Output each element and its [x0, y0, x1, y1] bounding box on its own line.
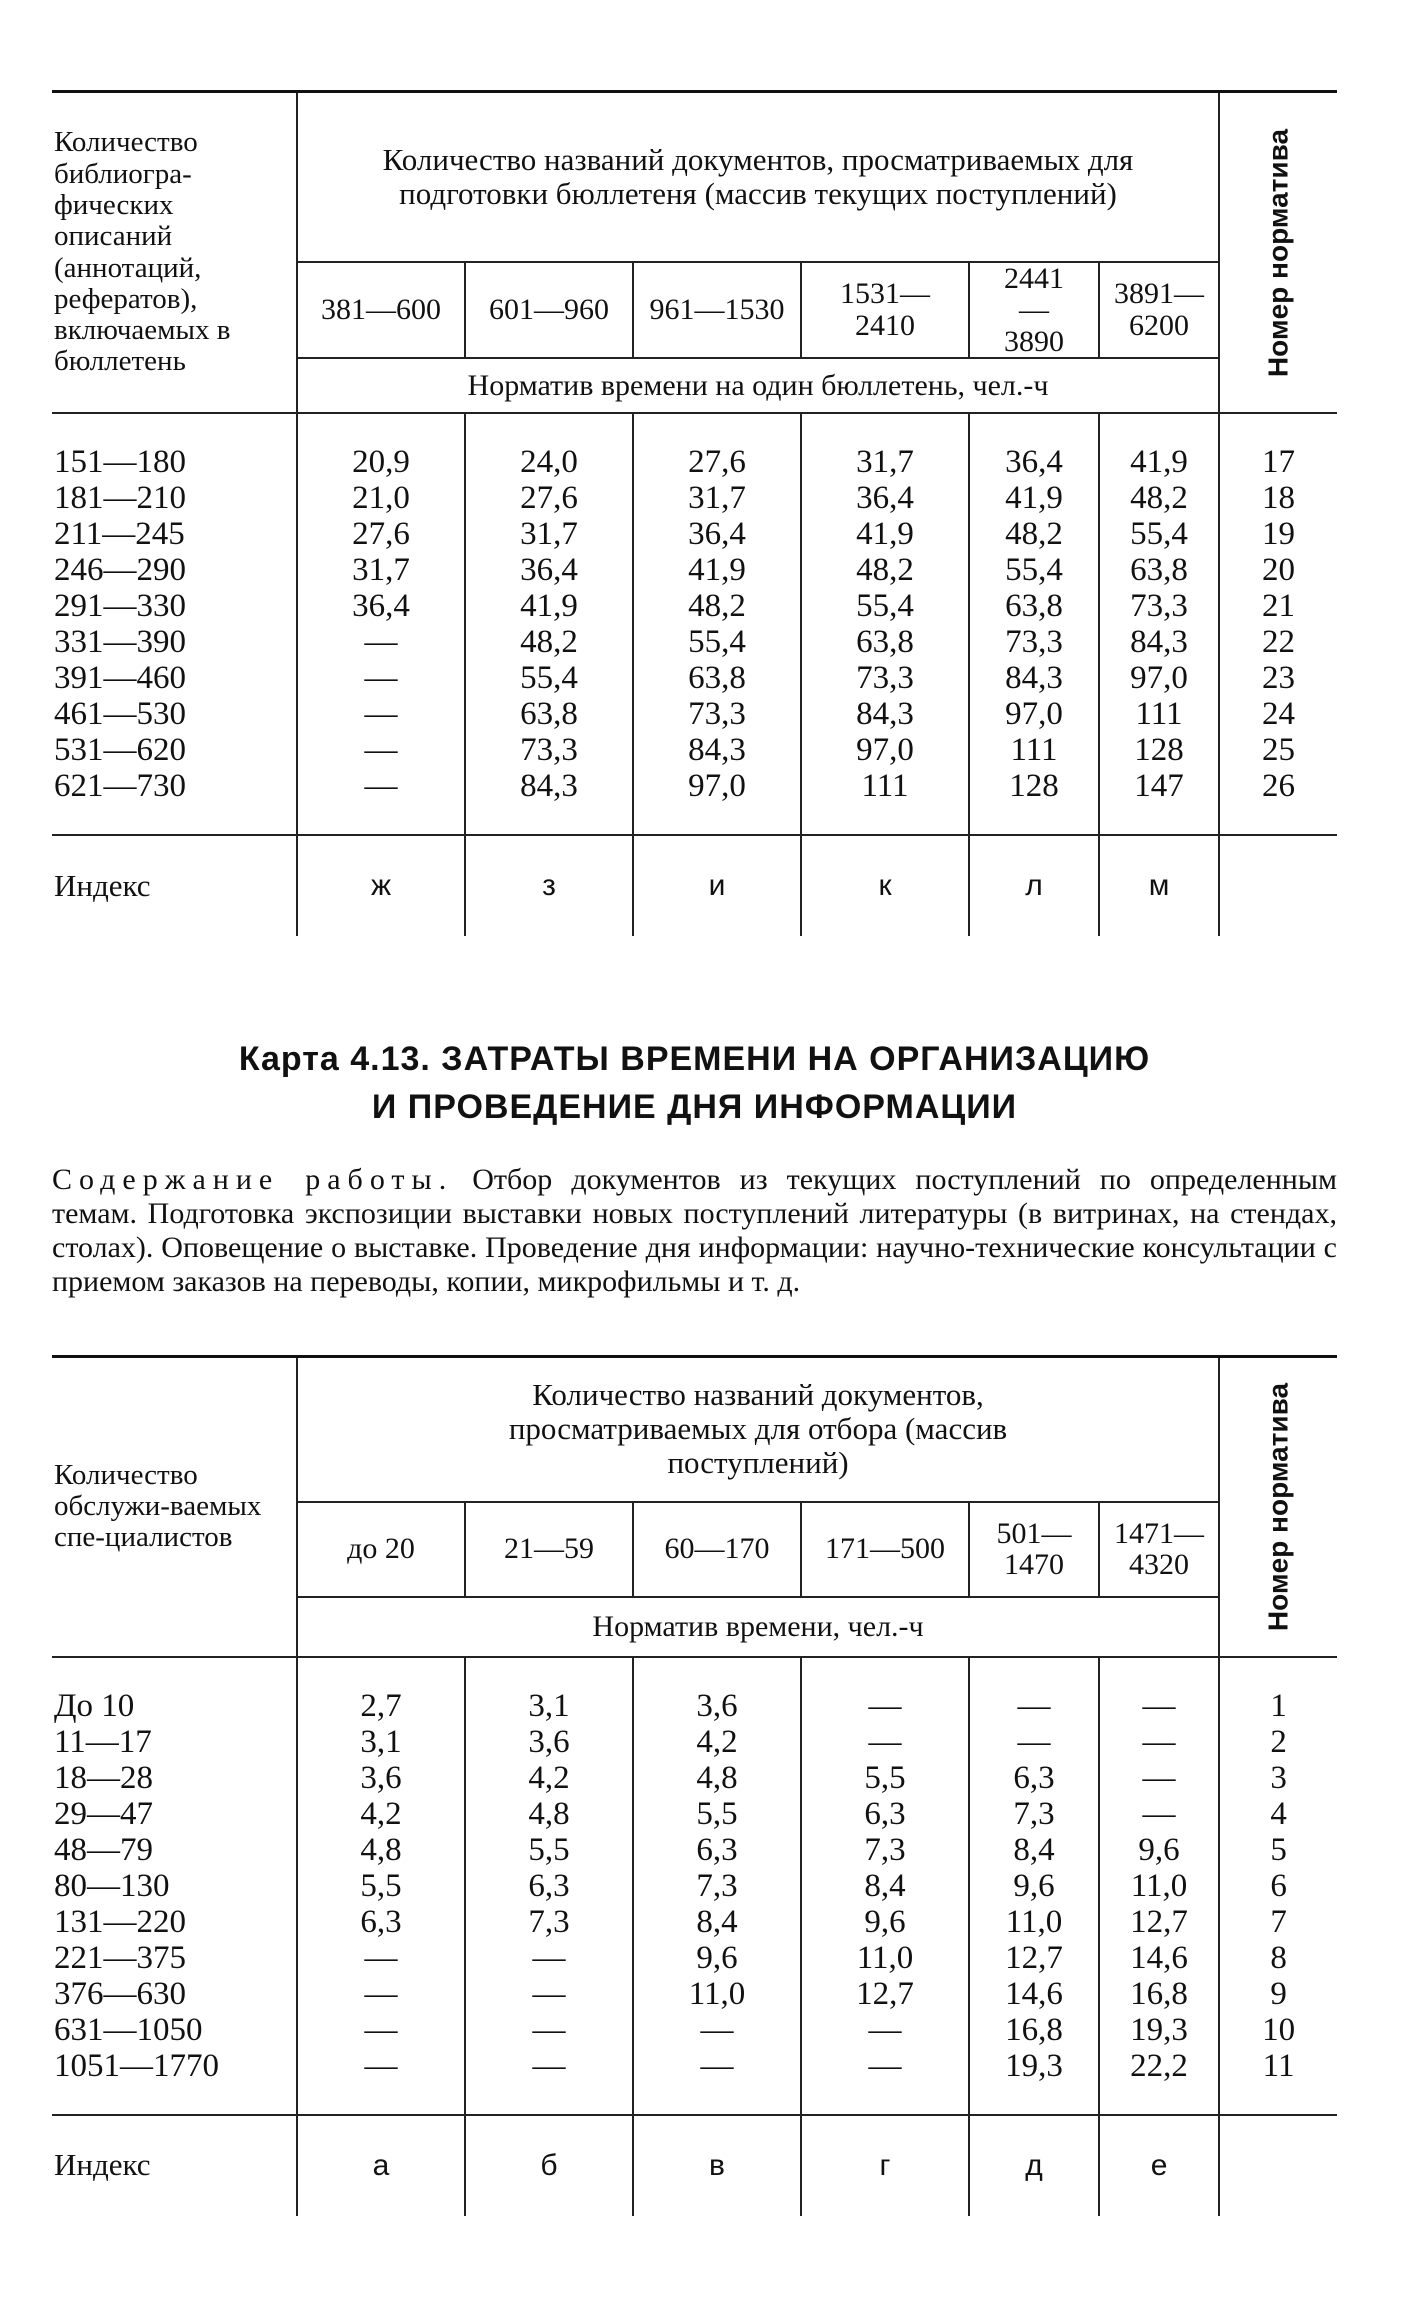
value-cell: 97,0	[688, 768, 746, 804]
value-cell: —	[532, 1939, 566, 1976]
value-cell: 3,1	[528, 1687, 570, 1724]
row-label: 211—245	[54, 516, 185, 552]
value-cell: —	[364, 768, 398, 804]
value-column	[1099, 1657, 1219, 2115]
number-column	[1219, 1657, 1337, 2115]
value-cell: 128	[1009, 768, 1059, 804]
value-cell: 12,7	[856, 1975, 914, 2012]
value-cell: 4,8	[696, 1759, 738, 1796]
column-header: 501— 1470	[969, 1502, 1099, 1597]
value-cell: 6,3	[360, 1903, 402, 1940]
card-title-line-2: И ПРОВЕДЕНИЕ ДНЯ ИНФОРМАЦИИ	[371, 1088, 1018, 1126]
norm-number: 22	[1262, 624, 1295, 660]
norm-number: 24	[1262, 696, 1295, 732]
row-label: 376—630	[54, 1975, 186, 2012]
value-cell: 27,6	[352, 516, 410, 552]
value-cell: 41,9	[520, 588, 578, 624]
norm-number: 23	[1262, 660, 1295, 696]
index-cell: г	[801, 2115, 969, 2216]
value-cell: 36,4	[352, 588, 410, 624]
norm-number: 25	[1262, 732, 1295, 768]
value-cell: —	[364, 2011, 398, 2048]
value-cell: 31,7	[520, 516, 578, 552]
value-cell: 22,2	[1130, 2047, 1188, 2084]
group-header: Количество названий документов, просматриваемых для подготовки бюллетеня (массив текущих поступлений)	[297, 92, 1219, 262]
value-cell: 31,7	[352, 552, 410, 588]
norm-number: 26	[1262, 768, 1295, 804]
value-cell: 5,5	[864, 1759, 906, 1796]
index-label: Индекс	[54, 867, 151, 903]
value-cell: 84,3	[688, 732, 746, 768]
value-cell: 11,0	[1005, 1903, 1063, 1940]
value-cell: 97,0	[1005, 696, 1063, 732]
norm-number: 1	[1270, 1687, 1287, 1724]
value-cell: 36,4	[688, 516, 746, 552]
value-cell: 48,2	[1005, 516, 1063, 552]
row-label: 151—180	[54, 444, 186, 480]
value-cell: 4,8	[360, 1831, 402, 1868]
value-cell: 7,3	[696, 1867, 738, 1904]
row-label: 531—620	[54, 732, 186, 768]
value-column	[465, 413, 633, 835]
column-header: 601—960	[465, 262, 633, 359]
row-label: 11—17	[54, 1723, 152, 1760]
value-cell: —	[1017, 1687, 1051, 1724]
value-cell: 84,3	[1130, 624, 1188, 660]
value-cell: 36,4	[856, 480, 914, 516]
value-cell: 41,9	[1005, 480, 1063, 516]
value-column	[801, 1657, 969, 2115]
row-label: 181—210	[54, 480, 186, 516]
value-column	[969, 1657, 1099, 2115]
value-cell: 7,3	[864, 1831, 906, 1868]
norm-label: Норматив времени, чел.-ч	[297, 1597, 1219, 1657]
value-cell: 55,4	[1130, 516, 1188, 552]
column-header: до 20	[297, 1502, 465, 1597]
card-title-line-1: Карта 4.13. ЗАТРАТЫ ВРЕМЕНИ НА ОРГАНИЗАЦИЮ	[238, 1040, 1151, 1078]
row-label: 131—220	[54, 1903, 186, 1940]
value-cell: 147	[1134, 768, 1184, 804]
value-cell: 12,7	[1130, 1903, 1188, 1940]
value-column	[801, 413, 969, 835]
norm-number: 9	[1270, 1975, 1287, 2012]
value-cell: 3,1	[360, 1723, 402, 1760]
value-cell: 11,0	[688, 1975, 746, 2012]
value-cell: —	[364, 2047, 398, 2084]
norm-number: 20	[1262, 552, 1295, 588]
number-header: Номер норматива	[1219, 92, 1337, 414]
table-information-day-norms	[52, 1355, 1337, 2216]
column-header: 1471— 4320	[1099, 1502, 1219, 1597]
row-label: 246—290	[54, 552, 186, 588]
value-cell: 6,3	[1013, 1759, 1055, 1796]
row-label: 80—130	[54, 1867, 170, 1904]
column-header: 381—600	[297, 262, 465, 359]
value-cell: 63,8	[1130, 552, 1188, 588]
column-header: 2441— 3890	[969, 262, 1099, 359]
value-cell: 5,5	[696, 1795, 738, 1832]
row-label: 461—530	[54, 696, 186, 732]
value-cell: 4,2	[528, 1759, 570, 1796]
norm-number: 21	[1262, 588, 1295, 624]
value-cell: 73,3	[688, 696, 746, 732]
work-content-paragraph	[52, 1163, 1337, 1299]
index-cell-empty	[1219, 2115, 1337, 2216]
row-label: 631—1050	[54, 2011, 203, 2048]
value-cell: 55,4	[856, 588, 914, 624]
number-header: Номер норматива	[1219, 1357, 1337, 1657]
row-label: 29—47	[54, 1795, 153, 1832]
value-cell: 31,7	[856, 444, 914, 480]
value-cell: 41,9	[856, 516, 914, 552]
norm-number: 3	[1270, 1759, 1287, 1796]
value-cell: 63,8	[688, 660, 746, 696]
value-cell: 84,3	[856, 696, 914, 732]
value-cell: 31,7	[688, 480, 746, 516]
value-column	[1099, 413, 1219, 835]
value-cell: 4,2	[360, 1795, 402, 1832]
value-cell: 73,3	[1005, 624, 1063, 660]
value-cell: 16,8	[1130, 1975, 1188, 2012]
index-cell: ж	[297, 835, 465, 936]
value-cell: —	[364, 624, 398, 660]
value-cell: —	[1142, 1687, 1176, 1724]
column-header: 1531— 2410	[801, 262, 969, 359]
value-cell: —	[364, 1975, 398, 2012]
corner-label: Количество библиогра-фических описаний (аннотаций, рефератов), включаемых в бюллетень	[52, 92, 297, 414]
value-cell: 12,7	[1005, 1939, 1063, 1976]
norm-number: 18	[1262, 480, 1295, 516]
value-cell: 8,4	[1013, 1831, 1055, 1868]
column-header: 961—1530	[633, 262, 801, 359]
norm-number: 2	[1270, 1723, 1287, 1760]
value-cell: 36,4	[1005, 444, 1063, 480]
value-cell: 4,8	[528, 1795, 570, 1832]
norm-number: 11	[1262, 2047, 1295, 2084]
norm-number: 4	[1270, 1795, 1287, 1832]
index-label: Индекс	[54, 2147, 151, 2183]
index-cell: д	[969, 2115, 1099, 2216]
value-cell: 3,6	[528, 1723, 570, 1760]
value-cell: 84,3	[1005, 660, 1063, 696]
column-header: 171—500	[801, 1502, 969, 1597]
norm-number: 7	[1270, 1903, 1287, 1940]
value-cell: 27,6	[520, 480, 578, 516]
value-cell: 7,3	[1013, 1795, 1055, 1832]
value-cell: 14,6	[1130, 1939, 1188, 1976]
work-content-label: Содержание работы.	[52, 1163, 454, 1196]
value-cell: 8,4	[696, 1903, 738, 1940]
value-cell: 21,0	[352, 480, 410, 516]
value-cell: 128	[1134, 732, 1184, 768]
value-cell: 4,2	[696, 1723, 738, 1760]
value-cell: 7,3	[528, 1903, 570, 1940]
value-cell: 20,9	[352, 444, 410, 480]
value-column	[465, 1657, 633, 2115]
value-cell: 19,3	[1005, 2047, 1063, 2084]
value-cell: —	[364, 732, 398, 768]
row-label: 621—730	[54, 768, 186, 804]
index-cell: з	[465, 835, 633, 936]
value-cell: 111	[1010, 732, 1058, 768]
value-cell: 41,9	[688, 552, 746, 588]
value-cell: 48,2	[688, 588, 746, 624]
value-cell: 2,7	[360, 1687, 402, 1724]
column-header: 21—59	[465, 1502, 633, 1597]
value-column	[297, 413, 465, 835]
column-header: 3891— 6200	[1099, 262, 1219, 359]
value-cell: 5,5	[360, 1867, 402, 1904]
value-cell: 9,6	[1013, 1867, 1055, 1904]
group-header: Количество названий документов, просматриваемых для отбора (массив поступлений)	[297, 1357, 1219, 1502]
value-cell: 6,3	[864, 1795, 906, 1832]
row-labels-column	[52, 1657, 297, 2115]
value-cell: 11,0	[856, 1939, 914, 1976]
value-cell: 9,6	[696, 1939, 738, 1976]
norm-number: 10	[1262, 2011, 1296, 2048]
value-cell: 14,6	[1005, 1975, 1063, 2012]
value-cell: 73,3	[520, 732, 578, 768]
value-cell: —	[868, 1687, 902, 1724]
value-column	[969, 413, 1099, 835]
value-cell: —	[1017, 1723, 1051, 1760]
column-header: 60—170	[633, 1502, 801, 1597]
value-cell: —	[364, 1939, 398, 1976]
index-cell: и	[633, 835, 801, 936]
value-cell: —	[364, 660, 398, 696]
value-cell: 6,3	[528, 1867, 570, 1904]
index-cell: л	[969, 835, 1099, 936]
value-cell: 41,9	[1130, 444, 1188, 480]
value-column	[297, 1657, 465, 2115]
norm-number: 8	[1270, 1939, 1287, 1976]
value-cell: 9,6	[1138, 1831, 1180, 1868]
value-cell: 36,4	[520, 552, 578, 588]
value-cell: —	[868, 2011, 902, 2048]
row-labels-column	[52, 413, 297, 835]
value-cell: 73,3	[1130, 588, 1188, 624]
value-cell: —	[532, 2047, 566, 2084]
value-cell: 5,5	[528, 1831, 570, 1868]
value-cell: 111	[1135, 696, 1183, 732]
value-cell: —	[364, 696, 398, 732]
index-cell: к	[801, 835, 969, 936]
value-cell: 63,8	[1005, 588, 1063, 624]
value-cell: 27,6	[688, 444, 746, 480]
value-cell: 9,6	[864, 1903, 906, 1940]
value-cell: 63,8	[856, 624, 914, 660]
value-cell: —	[532, 2011, 566, 2048]
value-cell: —	[1142, 1723, 1176, 1760]
index-cell-empty	[1219, 835, 1337, 936]
value-column	[633, 413, 801, 835]
value-cell: —	[868, 2047, 902, 2084]
row-label: 391—460	[54, 660, 186, 696]
row-label: До 10	[54, 1687, 135, 1724]
row-label: 331—390	[54, 624, 186, 660]
row-label: 1051—1770	[54, 2047, 219, 2084]
value-cell: 84,3	[520, 768, 578, 804]
row-label: 221—375	[54, 1939, 186, 1976]
norm-number: 19	[1262, 516, 1295, 552]
index-cell: е	[1099, 2115, 1219, 2216]
row-label: 48—79	[54, 1831, 153, 1868]
value-cell: 3,6	[696, 1687, 738, 1724]
value-cell: —	[1142, 1795, 1176, 1832]
work-content-text: Отбор документов из текущих поступлений по определенным темам. Подготовка экспозиции выставки новых поступлений литературы (в витринах, на стендах, столах). Оповещение о выставке. Проведение дня информации: научно-технические консультации с приемом заказов на переводы, копии, микрофильмы и т. д.	[52, 1163, 1337, 1298]
value-cell: 8,4	[864, 1867, 906, 1904]
value-cell: 48,2	[520, 624, 578, 660]
value-column	[633, 1657, 801, 2115]
value-cell: 19,3	[1130, 2011, 1188, 2048]
index-cell: м	[1099, 835, 1219, 936]
corner-label: Количество обслужи-ваемых спе-циалистов	[52, 1357, 297, 1657]
index-cell: а	[297, 2115, 465, 2216]
value-cell: 55,4	[688, 624, 746, 660]
value-cell: —	[532, 1975, 566, 2012]
row-label: 18—28	[54, 1759, 153, 1796]
value-cell: 6,3	[696, 1831, 738, 1868]
value-cell: —	[1142, 1759, 1176, 1796]
value-cell: 11,0	[1130, 1867, 1188, 1904]
value-cell: 16,8	[1005, 2011, 1063, 2048]
row-label: 291—330	[54, 588, 186, 624]
norm-number: 17	[1262, 444, 1295, 480]
index-cell: б	[465, 2115, 633, 2216]
value-cell: 63,8	[520, 696, 578, 732]
value-cell: 97,0	[1130, 660, 1188, 696]
value-cell: 3,6	[360, 1759, 402, 1796]
value-cell: 73,3	[856, 660, 914, 696]
number-column	[1219, 413, 1337, 835]
value-cell: 24,0	[520, 444, 578, 480]
norm-label: Норматив времени на один бюллетень, чел.-ч	[297, 358, 1219, 413]
value-cell: —	[700, 2047, 734, 2084]
value-cell: 48,2	[856, 552, 914, 588]
value-cell: 55,4	[1005, 552, 1063, 588]
value-cell: —	[868, 1723, 902, 1760]
value-cell: —	[700, 2011, 734, 2048]
value-cell: 55,4	[520, 660, 578, 696]
value-cell: 97,0	[856, 732, 914, 768]
value-cell: 111	[861, 768, 909, 804]
table-bulletin-norms	[52, 90, 1337, 936]
norm-number: 6	[1270, 1867, 1287, 1904]
norm-number: 5	[1270, 1831, 1287, 1868]
value-cell: 48,2	[1130, 480, 1188, 516]
index-cell: в	[633, 2115, 801, 2216]
